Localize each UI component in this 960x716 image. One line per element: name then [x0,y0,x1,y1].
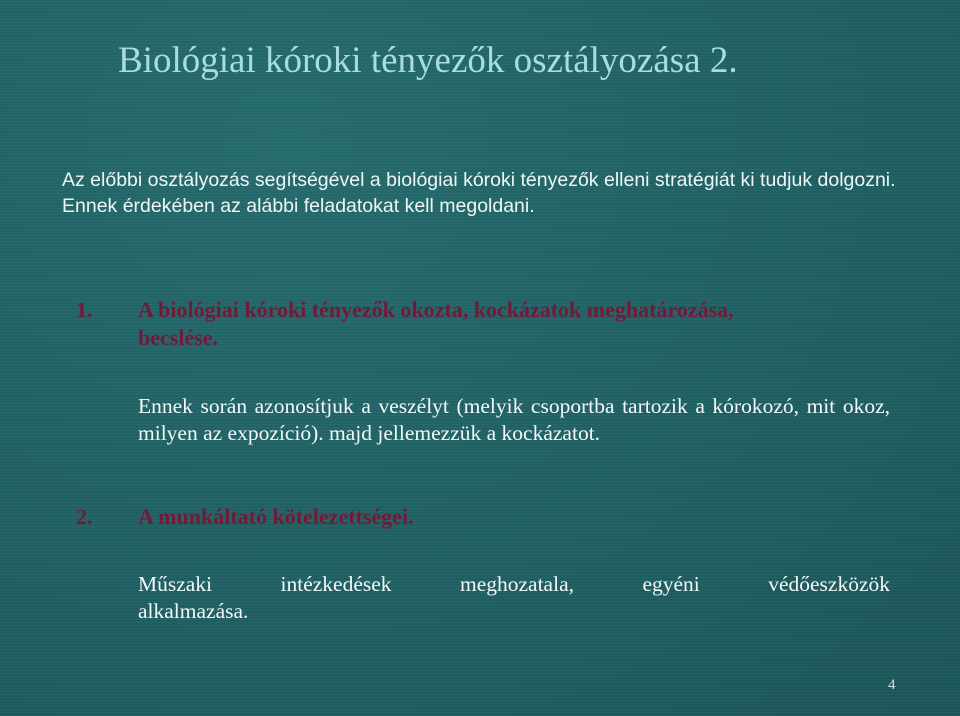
item-1-number: 1. [76,297,93,322]
slide-title: Biológiai kóroki tényezők osztályozása 2. [118,40,738,81]
item-1-heading [76,296,776,356]
item-1-heading-text: A biológiai kóroki tényezők okozta, kockázatok meghatározása, becslése. [138,297,734,350]
item-1-text: Ennek során azonosítjuk a veszélyt (melyik csoportba tartozik a kórokozó, mit okoz, milyen az expozíció). majd jellemezzük a kockázatot. [138,394,890,445]
page-number: 4 [888,677,896,693]
item-2-text-line-2: alkalmazása. [138,599,249,623]
item-2-text-line-1: Műszaki intézkedések meghozatala, egyéni védőeszközök [138,572,890,596]
item-2-heading [76,503,776,533]
item-2-heading-text: A munkáltató kötelezettségei. [138,504,414,529]
item-2-text [138,571,890,625]
intro-paragraph: Az előbbi osztályozás segítségével a biológiai kóroki tényezők elleni stratégiát ki tudjuk dolgozni. Ennek érdekében az alábbi feladatokat kell megoldani. [62,169,896,217]
item-2-number: 2. [76,504,93,529]
